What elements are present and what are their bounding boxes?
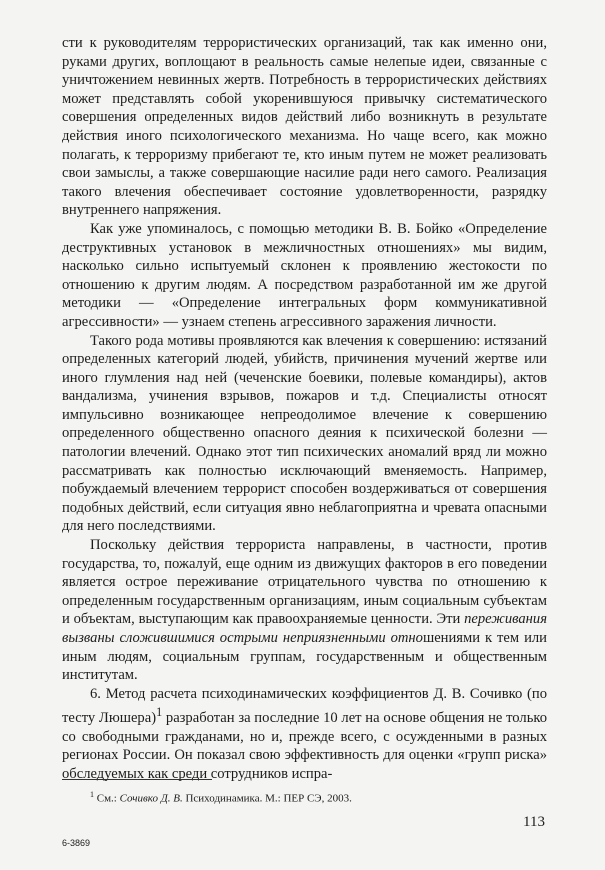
paragraph-4-start: Поскольку действия террориста направлены, в частности, против государства, то, пожалуй, еще одним из движущих факторов в его поведении является острое переживание отрицательного чувства по отношению к определенным государственным организациям, иным социальным субъектам и объектам, выступающим как правоохраняемые ценности. Эти (62, 537, 547, 628)
footnote (90, 788, 547, 806)
paragraph-3: Такого рода мотивы проявляются как влечения к совершению: истязаний определенных категорий людей, убийств, причинения мучений жертве или иного глумления над ней (чеченские боевики, полевые командиры), актов вандализма, учинения взрывов, пожаров и т.д. Специалисты относят импульсивно возникающее непреодолимое влечение к совершению определенного общественно опасного деяния к психической болезни — патологии влечений. Однако этот тип психических аномалий вряд ли можно рассматривать как полностью исключающий вменяемость. Например, побуждаемый влечением террорист способен воздерживаться от совершения подобных действий, если ситуация явно неблагоприятна и чревата опасными для него последствиями. (62, 332, 547, 535)
paragraph-5 (62, 685, 547, 784)
footnote-prefix: См.: (94, 792, 120, 805)
paragraph-5-end: разработан за последние 10 лет на основе общения не только со свободными гражданами, но и, прежде всего, с осужденными в разных регионах России. Он показал свою эффективность для оценки «групп риска» обследуемых как среди сотрудников испра- (62, 710, 547, 783)
page-body (62, 34, 547, 784)
paragraph-2: Как уже упоминалось, с помощью методики В. В. Бойко «Определение деструктивных установок в межличностных отношениях» мы видим, насколько сильно испытуемый склонен к проявлению жестокости по отношению к другим людям. А посредством разработанной им же другой методики — «Определение интегральных форм коммуникативной агрессивности» — узнаем степень агрессивного заражения личности. (62, 220, 547, 330)
printer-mark: 6-3869 (62, 838, 91, 848)
paragraph-4-end: шениями к тем или иным людям, социальным группам, государственным и общественным институтам. (62, 630, 547, 684)
footnote-reference: 1 (156, 705, 163, 720)
paragraph-1: сти к руководителям террористических организаций, так как именно они, руками других, воплощают в реальность самые нелепые идеи, связанные с уничтожением невинных жертв. Потребность в террористических действиях может представлять собой укоренившуюся привычку систематического совершения определенных видов действий либо возникнуть в результате действия иного психологического механизма. Но чаще всего, как можно полагать, к терроризму прибегают те, кто иным путем не может реализовать свои замыслы, а также совершающие насилие ради него самого. Реализация такого влечения обеспечивает состояние удовлетворенности, разрядку внутреннего напряжения. (62, 35, 547, 219)
paragraph-4 (62, 536, 547, 685)
footnote-rule (62, 779, 212, 780)
paragraph-4-italic: переживания вызваны сложившимися острыми неприязненными отно (62, 611, 547, 646)
page-number: 113 (523, 814, 545, 830)
footnote-citation: Психодинамика. М.: ПЕР СЭ, 2003. (182, 792, 352, 805)
footnote-mark: 1 (90, 790, 94, 799)
paragraph-5-start: 6. Метод расчета психодинамических коэффициентов Д. В. Сочивко (по тесту Люшера) (62, 685, 547, 727)
footnote-author: Сочивко Д. В. (119, 792, 183, 805)
